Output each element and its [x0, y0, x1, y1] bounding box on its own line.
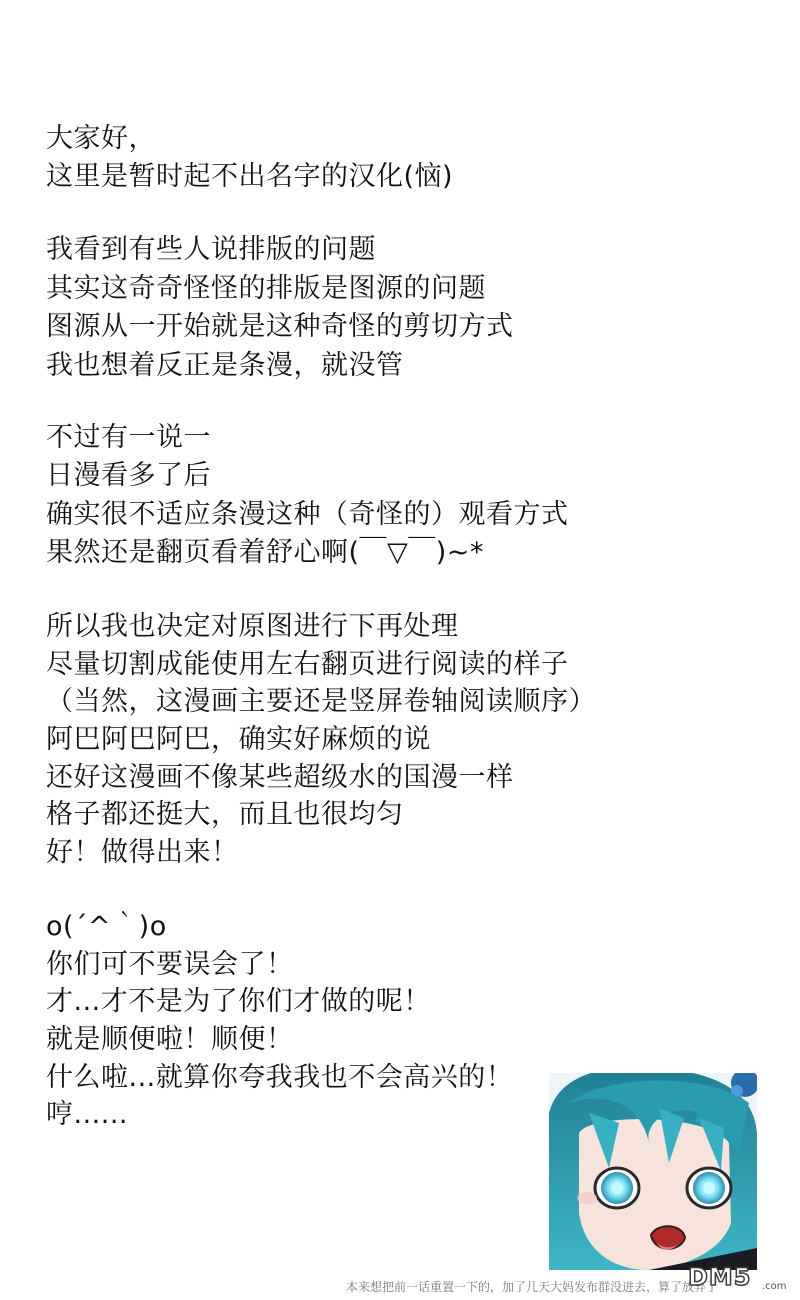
note-line: 其实这奇奇怪怪的排版是图源的问题 — [46, 273, 486, 304]
note-line: 日漫看多了后 — [46, 460, 211, 491]
note-line: 所以我也决定对原图进行下再处理 — [46, 611, 459, 642]
note-line: 确实很不适应条漫这种（奇怪的）观看方式 — [46, 499, 569, 530]
note-line: （当然，这漫画主要还是竖屏卷轴阅读顺序） — [46, 686, 596, 717]
note-line: 好！做得出来！ — [46, 837, 239, 868]
note-line: 就是顺便啦！顺便！ — [46, 1024, 294, 1055]
note-line: 果然还是翻页看着舒心啊(￣▽￣)~* — [46, 537, 484, 568]
note-line: 不过有一说一 — [46, 422, 211, 453]
anime-girl-illustration — [549, 1073, 757, 1270]
footer-caption: 本来想把前一话重置一下的，加了几天大妈发布群没进去，算了放弃了 — [346, 1280, 719, 1294]
dm5-watermark-domain: .com — [762, 1281, 787, 1292]
note-line: 你们可不要误会了！ — [46, 949, 294, 980]
note-line: 大家好， — [46, 123, 156, 154]
note-line: 格子都还挺大，而且也很均匀 — [46, 799, 404, 830]
note-line: 什么啦...就算你夸我我也不会高兴的！ — [46, 1062, 514, 1093]
note-line: 我看到有些人说排版的问题 — [46, 234, 376, 265]
note-line: 这里是暂时起不出名字的汉化(恼) — [46, 161, 454, 192]
note-line: 还好这漫画不像某些超级水的国漫一样 — [46, 762, 514, 793]
note-line: 我也想着反正是条漫，就没管 — [46, 350, 404, 381]
note-line: 尽量切割成能使用左右翻页进行阅读的样子 — [46, 649, 569, 680]
dm5-watermark-logo: DM5 — [688, 1263, 752, 1291]
note-line: o(´^｀)o — [46, 911, 167, 942]
note-line: 图源从一开始就是这种奇怪的剪切方式 — [46, 311, 514, 342]
note-line: 才...才不是为了你们才做的呢！ — [46, 986, 431, 1017]
anime-girl-art — [549, 1073, 757, 1270]
note-line: 哼...... — [46, 1099, 128, 1130]
note-line: 阿巴阿巴阿巴，确实好麻烦的说 — [46, 724, 431, 755]
